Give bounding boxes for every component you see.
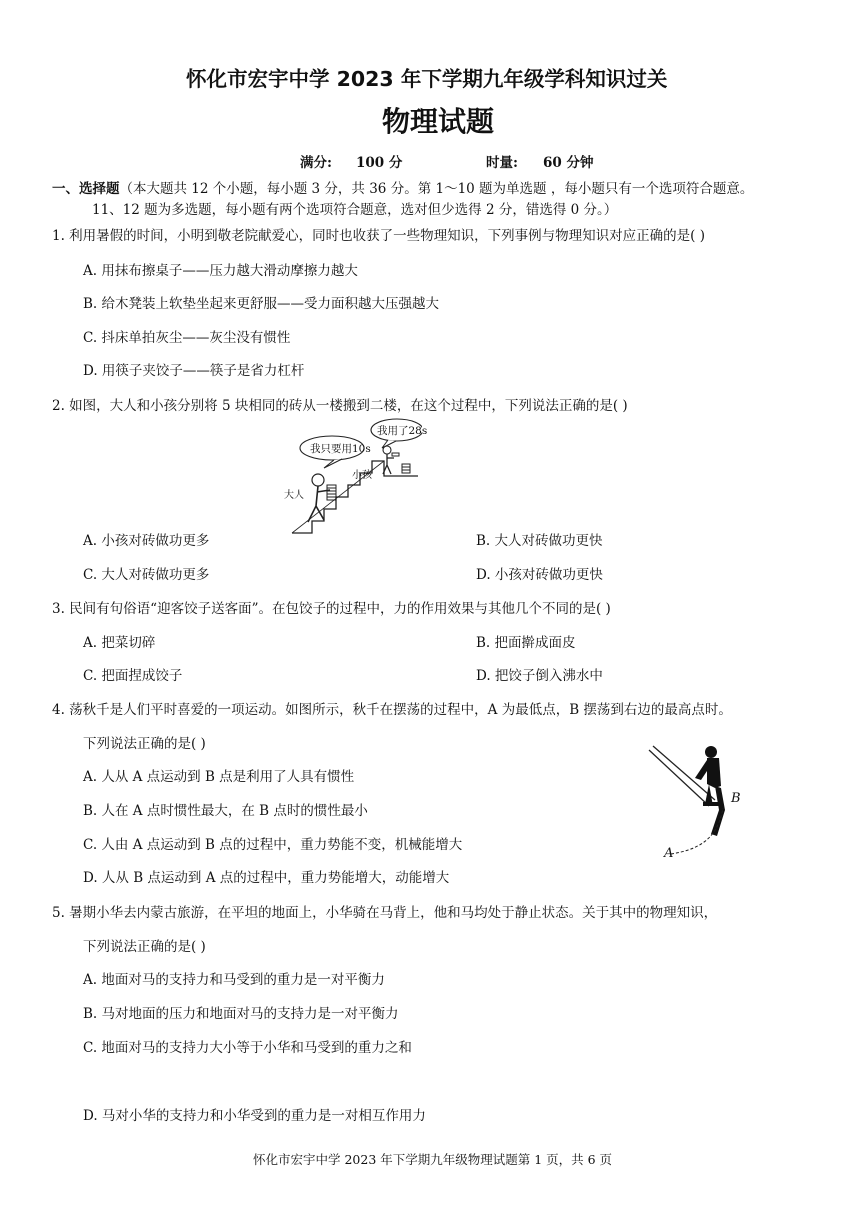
question-5-option-d: D. 马对小华的支持力和小华受到的重力是一对相互作用力 xyxy=(83,1108,426,1124)
question-5-option-c: C. 地面对马的支持力大小等于小华和马受到的重力之和 xyxy=(83,1040,412,1056)
time-label: 时量: xyxy=(486,155,518,171)
question-3-option-c: C. 把面捏成饺子 xyxy=(83,668,183,684)
question-2-option-a: A. 小孩对砖做功更多 xyxy=(83,533,210,549)
question-4-stem-line2: 下列说法正确的是( ) xyxy=(83,736,206,752)
page-footer: 怀化市宏宇中学 2023 年下学期九年级物理试题第 1 页，共 6 页 xyxy=(253,1152,613,1167)
question-1-option-c: C. 抖床单拍灰尘——灰尘没有惯性 xyxy=(83,330,291,346)
bubble-adult-text: 我只要用10s xyxy=(310,443,371,455)
question-5-option-a: A. 地面对马的支持力和马受到的重力是一对平衡力 xyxy=(83,972,385,988)
question-5-stem: 5. 暑期小华去内蒙古旅游，在平坦的地面上，小华骑在马背上，他和马均处于静止状态。关于其中的物理知识， xyxy=(52,905,718,921)
swing-label-b: B xyxy=(731,791,741,806)
label-child: 小孩 xyxy=(352,470,372,481)
section-instructions-line2: 11、12 题为多选题，每小题有两个选项符合题意，选对但少选得 2 分，错选得 0 分。） xyxy=(92,202,618,218)
question-3-stem: 3. 民间有句俗语“迎客饺子送客面”。在包饺子的过程中，力的作用效果与其他几个不同的是( ) xyxy=(52,601,611,617)
question-3-option-a: A. 把菜切碎 xyxy=(83,635,156,651)
section-instructions-line1: 一、选择题（本大题共 12 个小题，每小题 3 分，共 36 分。第 1～10 题为单选题 ，每小题只有一个选项符合题意。 xyxy=(52,181,754,197)
exam-title-line1: 怀化市宏宇中学 2023 年下学期九年级学科知识过关 xyxy=(186,67,668,91)
exam-title-line2: 物理试题 xyxy=(382,105,495,138)
question-1-stem: 1. 利用暑假的时间，小明到敬老院献爱心，同时也收获了一些物理知识，下列事例与物理知识对应正确的是( ) xyxy=(52,228,705,244)
question-1-option-d: D. 用筷子夹饺子——筷子是省力杠杆 xyxy=(83,363,305,379)
question-2-option-c: C. 大人对砖做功更多 xyxy=(83,567,210,583)
section-heading: 一、选择题 xyxy=(52,181,120,197)
label-adult: 大人 xyxy=(284,490,304,501)
question-2-option-b: B. 大人对砖做功更快 xyxy=(476,533,603,549)
question-4-option-b: B. 人在 A 点时惯性最大，在 B 点时的惯性最小 xyxy=(83,803,368,819)
question-3-option-b: B. 把面擀成面皮 xyxy=(476,635,576,651)
time-value: 60 分钟 xyxy=(543,155,594,171)
bubble-child-text: 我用了28s xyxy=(377,425,428,437)
question-2-stem: 2. 如图，大人和小孩分别将 5 块相同的砖从一楼搬到二楼，在这个过程中，下列说法正确的是( ) xyxy=(52,398,628,414)
swing-label-a: A xyxy=(664,846,674,861)
question-5-stem-line2: 下列说法正确的是( ) xyxy=(83,939,206,955)
question-4-option-c: C. 人由 A 点运动到 B 点的过程中，重力势能不变，机械能增大 xyxy=(83,837,463,853)
full-marks-value: 100 分 xyxy=(356,155,403,171)
full-marks-label: 满分: xyxy=(300,155,332,171)
question-1-option-b: B. 给木凳装上软垫坐起来更舒服——受力面积越大压强越大 xyxy=(83,296,440,312)
question-2-option-d: D. 小孩对砖做功更快 xyxy=(476,567,603,583)
question-5-option-b: B. 马对地面的压力和地面对马的支持力是一对平衡力 xyxy=(83,1006,399,1022)
question-1-option-a: A. 用抹布擦桌子——压力越大滑动摩擦力越大 xyxy=(83,263,358,279)
question-4-option-a: A. 人从 A 点运动到 B 点是利用了人具有惯性 xyxy=(83,769,355,785)
question-4-option-d: D. 人从 B 点运动到 A 点的过程中，重力势能增大，动能增大 xyxy=(83,870,450,886)
question-3-option-d: D. 把饺子倒入沸水中 xyxy=(476,668,603,684)
question-4-stem: 4. 荡秋千是人们平时喜爱的一项运动。如图所示，秋千在摆荡的过程中，A 为最低点，B 摆荡到右边的最高点时。 xyxy=(52,702,732,718)
